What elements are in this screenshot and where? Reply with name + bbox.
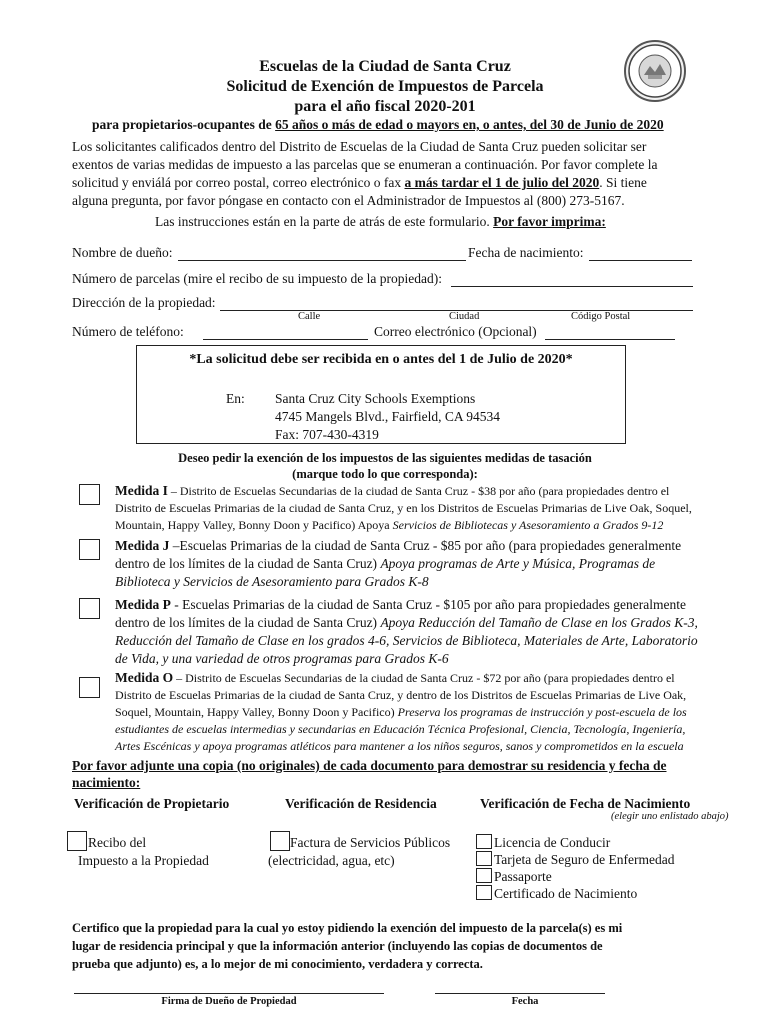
owner-verification-heading: Verificación de Propietario (74, 796, 230, 811)
deadline-heading: *La solicitud debe ser recibida en o antes del 1 de Julio de 2020* (189, 352, 573, 367)
phone-field[interactable] (203, 339, 368, 340)
form-title-application: Solicitud de Exención de Impuestos de Parcela (226, 78, 544, 95)
drivers-license-checkbox[interactable] (476, 834, 492, 849)
measure-i-checkbox[interactable] (79, 484, 100, 505)
owner-name-field[interactable] (178, 260, 466, 261)
owner-signature-field[interactable] (74, 993, 384, 994)
drivers-license-label: Licencia de Conducir (494, 835, 611, 850)
intro-paragraph: Los solicitantes calificados dentro del Distrito de Escuelas de la Ciudad de Santa Cruz pueden solicitar ser exentos de varias medidas de impuesto a las parcelas que se enumeran a continuación. Por favor complete la solicitud y enviálá por correo postal, correo electrónico o fax a más tardar el 1 de julio del 2020. Si tiene alguna pregunta, por favor póngase en contacto con el Administrador de Impuestos al (800) 273-5167. (72, 139, 658, 208)
measure-j-checkbox[interactable] (79, 539, 100, 560)
measure-o-text: Medida O – Distrito de Escuelas Secundarias de la ciudad de Santa Cruz - $72 por año (para propiedades dentro el Distrito de Escuelas Primarias de la ciudad de Santa Cruz, y dentro de los Distritos de Escuelas Primarias de Live Oak, Soquel, Mountain, Happy Valley, Bonny Doon y Pacifico) Preserva los programas de instrucción y post-escuela de los estudiantes de escuelas intermedias y secundarias en Educación Técnica Profesional, Ciencia, Tecnología, Ingeniería, Artes Escénicas y apoya programas atléticos para mantener a los niños seguros, sanos y comprometidos en la escuela (115, 670, 687, 753)
owner-name-label: Nombre de dueño: (72, 245, 173, 260)
form-title-year: para el año fiscal 2020-201 (294, 98, 476, 115)
certification-statement: Certifico que la propiedad para la cual yo estoy pidiendo la exención del impuesto de la parcela(s) es mi lugar de residencia principal y que la información anterior (incluyendo las copias de documentos de prueba que adjunto) es, a lo mejor de mi conocimiento, verdadera y correcta. (72, 921, 623, 971)
measures-heading: Deseo pedir la exención de los impuestos de las siguientes medidas de tasación (marque todo lo que corresponda): (178, 451, 592, 481)
documents-heading: Por favor adjunte una copia (no originales) de cada documento para demostrar su residencia y fecha de nacimiento: (72, 758, 667, 790)
school-seal-logo (624, 40, 686, 102)
street-caption: Calle (298, 311, 321, 322)
property-address-label: Dirección de la propiedad: (72, 295, 216, 310)
dob-label: Fecha de nacimiento: (468, 245, 584, 260)
passport-checkbox[interactable] (476, 868, 492, 883)
residence-verification-heading: Verificación de Residencia (285, 796, 437, 811)
owner-signature-label: Firma de Dueño de Propiedad (161, 996, 297, 1007)
birth-certificate-checkbox[interactable] (476, 885, 492, 900)
parcel-number-field[interactable] (451, 286, 693, 287)
dob-verification-heading: Verificación de Fecha de Nacimiento (480, 796, 691, 811)
form-title-school: Escuelas de la Ciudad de Santa Cruz (259, 58, 511, 75)
print-instructions: Las instrucciones están en la parte de atrás de este formulario. Por favor imprima: (155, 214, 606, 229)
parcel-number-label: Número de parcelas (mire el recibo de su impuesto de la propiedad): (72, 271, 442, 286)
measure-i-text: Medida I – Distrito de Escuelas Secundarias de la ciudad de Santa Cruz - $38 por año (para propiedades dentro el Distrito de Escuelas Primarias de la ciudad de Santa Cruz, y en los Distritos de Escuelas Primarias de Live Oak, Soquel, Mountain, Happy Valley, Bonny Doon y Pacifico) Apoya Servicios de Bibliotecas y Asesoramiento a Grados 9-12 (115, 483, 692, 532)
mailing-address: Santa Cruz City Schools Exemptions 4745 Mangels Blvd., Fairfield, CA 94534 Fax: 707-430-4319 (275, 391, 500, 442)
health-insurance-card-checkbox[interactable] (476, 851, 492, 866)
signature-date-field[interactable] (435, 993, 605, 994)
zip-caption: Código Postal (571, 311, 631, 322)
email-field[interactable] (545, 339, 675, 340)
dob-verification-note: (elegir uno enlistado abajo) (611, 811, 729, 822)
birth-certificate-label: Certificado de Nacimiento (494, 886, 638, 901)
passport-label: Passaporte (494, 869, 552, 884)
measure-o-checkbox[interactable] (79, 677, 100, 698)
eligibility-subtitle: para propietarios-ocupantes de 65 años o más de edad o mayors en, o antes, del 30 de Junio de 2020 (92, 117, 664, 132)
health-insurance-card-label: Tarjeta de Seguro de Enfermedad (494, 852, 675, 867)
mail-to-label: En: (226, 391, 245, 406)
measure-j-text: Medida J –Escuelas Primarias de la ciudad de Santa Cruz - $85 por año (para propiedades generalmente dentro de los límites de la ciudad de Santa Cruz) Apoya programas de Arte y Música, Programas de Biblioteca y Servicios de Asesoramiento para Grados K-8 (115, 538, 682, 589)
phone-label: Número de teléfono: (72, 324, 184, 339)
dob-field[interactable] (589, 260, 692, 261)
email-label: Correo electrónico (Opcional) (374, 324, 537, 339)
measure-p-text: Medida P - Escuelas Primarias de la ciudad de Santa Cruz - $105 por año para propiedades generalmente dentro de los límites de la ciudad de Santa Cruz) Apoya Reducción del Tamaño de Clase en los Grados K-3, Reducción del Tamaño de Clase en los grados 4-6, Servicios de Biblioteca, Materiales de Arte, Laboratorio de Vida, y una variedad de otros programas para Grados K-6 (115, 597, 698, 666)
measure-p-checkbox[interactable] (79, 598, 100, 619)
city-caption: Ciudad (449, 311, 480, 322)
utility-bill-label: Factura de Servicios Públicos (electricidad, agua, etc) (268, 835, 451, 868)
signature-date-label: Fecha (511, 996, 539, 1007)
property-tax-receipt-label: Recibo del Impuesto a la Propiedad (78, 835, 209, 868)
